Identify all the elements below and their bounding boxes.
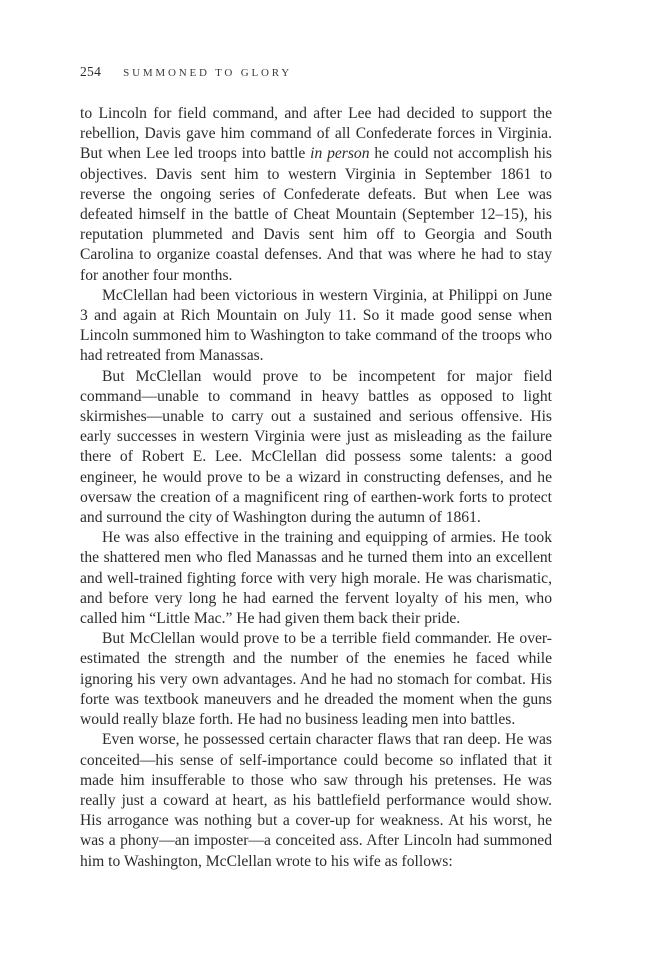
paragraph-field-commander: But McClellan would prove to be a terrible field commander. He over-estimated the strength and the number of the enemies he faced while ignoring his very own advantages. And he had no stomach for combat. His forte was textbook maneuvers and he dreaded the moment when the guns would really blaze forth. He had no business leading men into battles. xyxy=(80,630,552,729)
paragraph-text: he could not accomplish his objectives. Davis sent him to western Virginia in September 1861 to reverse the ongoing series of Confederate defeats. But when Lee was defeated himself in the battle of Cheat Mountain (September 12–15), his reputation plummeted and Davis sent him off to Georgia and South Carolina to organize coastal defenses. And that was where he had to stay for another four months. xyxy=(80,145,552,284)
paragraph-text: to Lincoln for field command, and after Lee had decided to support the rebellion, Davis gave him command of all Confederate forces in Virginia. But when Lee led troops into battle xyxy=(80,105,552,163)
paragraph-character-flaws: Even worse, he possessed certain character flaws that ran deep. He was conceited—his sense of self-importance could become so inflated that it made him insufferable to those who saw through his pretenses. He was really just a coward at heart, as his battlefield performance would show. His arrogance was nothing but a cover-up for weakness. At his worst, he was a phony—an imposter—a conceited ass. After Lincoln had summoned him to Washington, McClellan wrote to his wife as follows: xyxy=(80,731,552,870)
italic-emphasis: in person xyxy=(310,145,370,163)
running-head xyxy=(80,64,292,80)
paragraph-training-armies: He was also effective in the training and equipping of armies. He took the shattered men who fled Manassas and he turned them into an excellent and well-trained fighting force with very high morale. He was charismatic, and before very long he had earned the fervent loyalty of his men, who called him “Little Mac.” He had given them back their pride. xyxy=(80,529,552,628)
paragraph-mcclellan-victories: McClellan had been victorious in western Virginia, at Philippi on June 3 and again at Rich Mountain on July 11. So it made good sense when Lincoln summoned him to Washington to take command of the troops who had retreated from Manassas. xyxy=(80,286,552,365)
page-number: 254 xyxy=(80,64,102,79)
paragraph-lee-command xyxy=(80,104,552,286)
body-text xyxy=(80,104,552,872)
paragraph-mcclellan-incompetence: But McClellan would prove to be incompetent for major field command—unable to command in heavy battles as opposed to light skirmishes—unable to carry out a sustained and serious offensive. His early successes in western Virginia were just as misleading as the failure there of Robert E. Lee. McClellan did possess some talents: a good engineer, he would prove to be a wizard in constructing defenses, and he oversaw the creation of a magnificent ring of earthen-work forts to protect and surround the city of Washington during the autumn of 1861. xyxy=(80,367,552,527)
running-head-book-title: SUMMONED TO GLORY xyxy=(123,67,292,79)
